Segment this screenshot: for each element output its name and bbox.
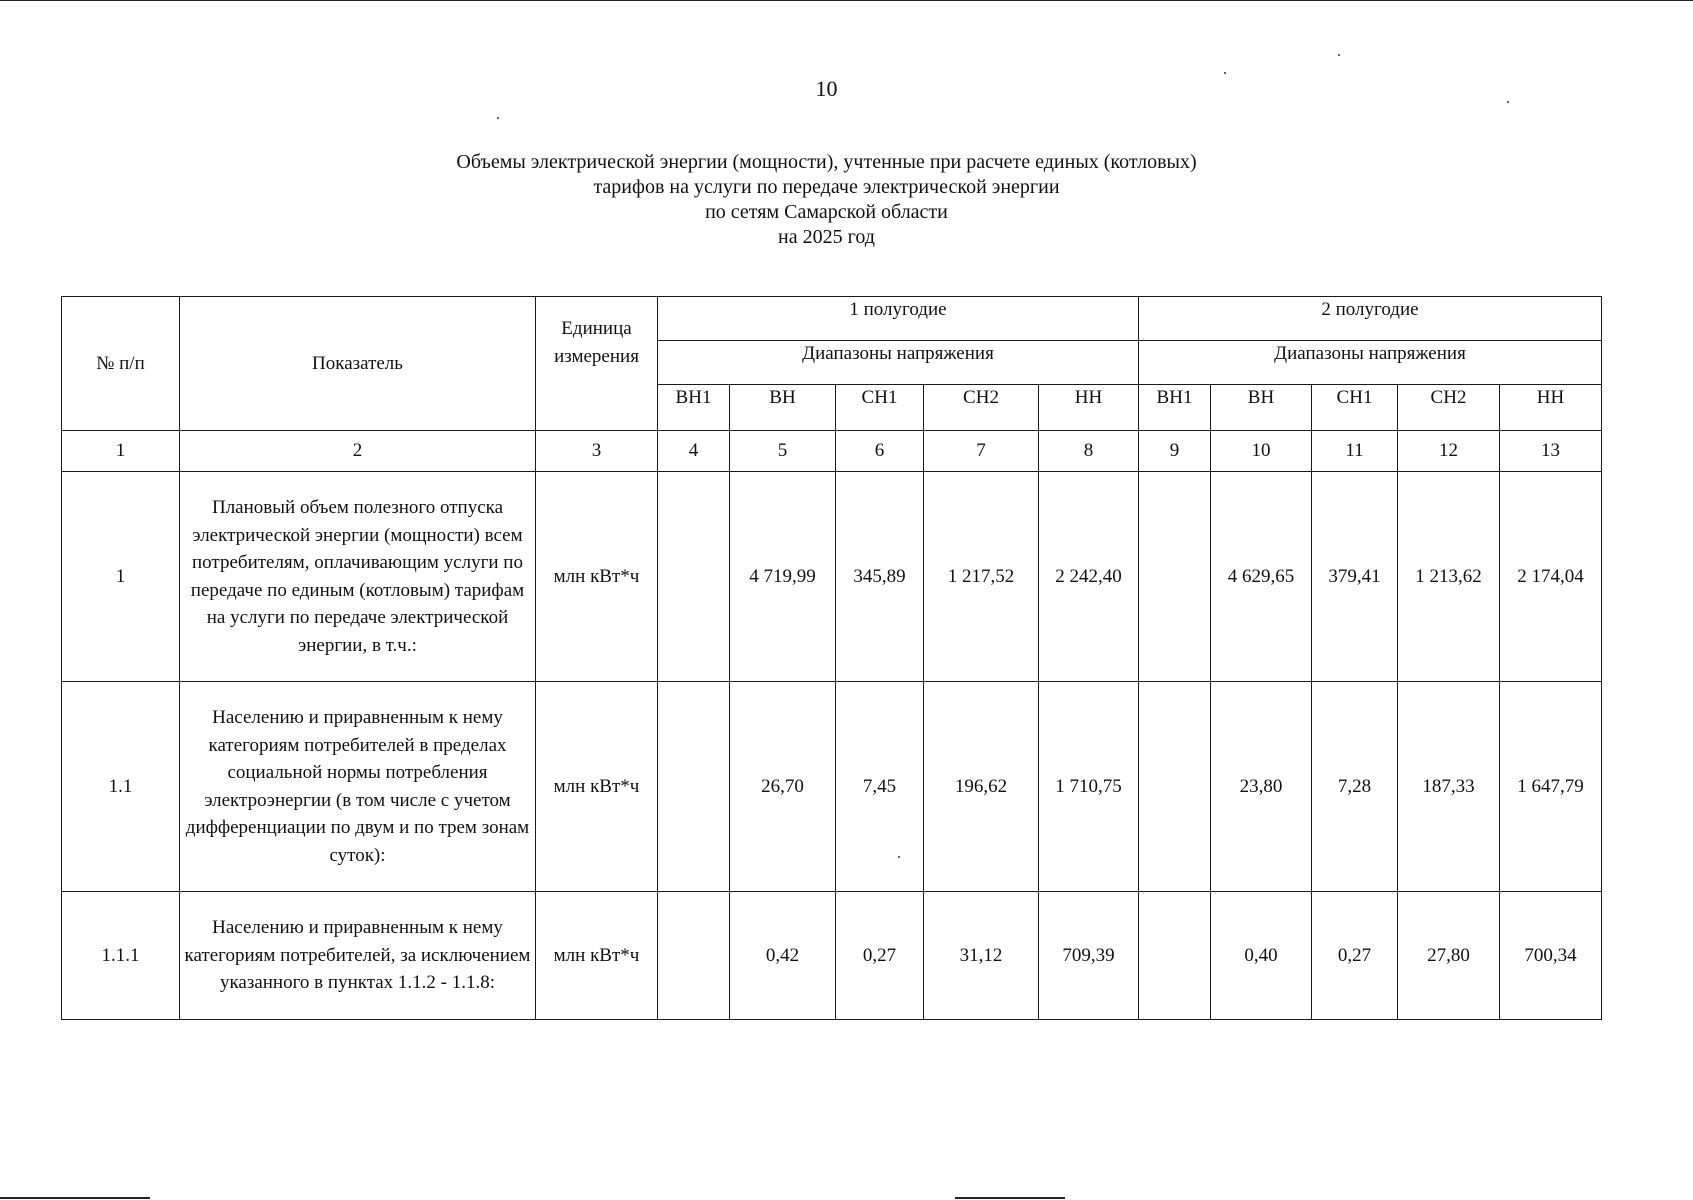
header-row — [62, 297, 1602, 341]
header-level-sn2: СН2 — [924, 385, 1039, 431]
column-number: 13 — [1500, 431, 1602, 472]
header-unit: Единица измерения — [536, 297, 658, 431]
header-level-vn: ВН — [730, 385, 836, 431]
title-line: по сетям Самарской области — [705, 201, 948, 223]
row-code: 1.1.1 — [62, 892, 180, 1020]
row-unit: млн кВт*ч — [536, 472, 658, 682]
row-unit: млн кВт*ч — [536, 682, 658, 892]
value-cell: 2 174,04 — [1500, 472, 1602, 682]
column-number: 7 — [924, 431, 1039, 472]
value-cell: 23,80 — [1211, 682, 1312, 892]
page-number: 10 — [815, 76, 838, 101]
title-line: тарифов на услуги по передаче электрической энергии — [593, 176, 1060, 198]
column-number: 5 — [730, 431, 836, 472]
value-cell: 196,62 — [924, 682, 1039, 892]
document-title — [0, 150, 1653, 250]
header-half-1: 1 полугодие — [658, 297, 1139, 341]
scan-edge-bottom-left — [0, 1197, 150, 1199]
row-indicator: Населению и приравненным к нему категориям потребителей, за исключением указанного в пунктах 1.1.2 - 1.1.8: — [180, 892, 536, 1020]
value-cell: 7,45 — [836, 682, 924, 892]
energy-volumes-table — [61, 296, 1602, 1020]
column-number: 6 — [836, 431, 924, 472]
scan-edge-top — [0, 0, 1693, 1]
value-cell — [658, 472, 730, 682]
value-cell: 4 719,99 — [730, 472, 836, 682]
table-row — [62, 892, 1602, 1020]
row-indicator: Населению и приравненным к нему категориям потребителей в пределах социальной нормы потребления электроэнергии (в том числе с учетом дифференциации по двум и по трем зонам суток): — [180, 682, 536, 892]
header-level-vn1: ВН1 — [1139, 385, 1211, 431]
value-cell: 1 710,75 — [1039, 682, 1139, 892]
table-row — [62, 682, 1602, 892]
value-cell: 0,27 — [1312, 892, 1398, 1020]
value-cell: 187,33 — [1398, 682, 1500, 892]
header-ranges-half-2: Диапазоны напряжения — [1139, 341, 1602, 385]
header-number: № п/п — [62, 297, 180, 431]
value-cell: 379,41 — [1312, 472, 1398, 682]
header-indicator: Показатель — [180, 297, 536, 431]
column-number: 9 — [1139, 431, 1211, 472]
scan-speck — [1224, 72, 1226, 74]
column-number: 12 — [1398, 431, 1500, 472]
column-number: 1 — [62, 431, 180, 472]
scan-speck — [1338, 54, 1340, 56]
header-level-nn: НН — [1500, 385, 1602, 431]
value-cell: 7,28 — [1312, 682, 1398, 892]
value-cell: 0,27 — [836, 892, 924, 1020]
header-half-2: 2 полугодие — [1139, 297, 1602, 341]
value-cell: 1 647,79 — [1500, 682, 1602, 892]
value-cell — [1139, 472, 1211, 682]
value-cell: 2 242,40 — [1039, 472, 1139, 682]
value-cell: 345,89 — [836, 472, 924, 682]
column-number: 4 — [658, 431, 730, 472]
table-row — [62, 472, 1602, 682]
value-cell: 700,34 — [1500, 892, 1602, 1020]
value-cell: 0,40 — [1211, 892, 1312, 1020]
row-code: 1 — [62, 472, 180, 682]
row-unit: млн кВт*ч — [536, 892, 658, 1020]
header-level-vn: ВН — [1211, 385, 1312, 431]
row-indicator: Плановый объем полезного отпуска электрической энергии (мощности) всем потребителям, оплачивающим услуги по передаче по единым (котловым) тарифам на услуги по передаче электрической энергии, в т.ч.: — [180, 472, 536, 682]
title-line: на 2025 год — [778, 226, 875, 248]
header-level-sn1: СН1 — [1312, 385, 1398, 431]
column-number: 3 — [536, 431, 658, 472]
column-number: 10 — [1211, 431, 1312, 472]
value-cell: 0,42 — [730, 892, 836, 1020]
column-number: 8 — [1039, 431, 1139, 472]
value-cell — [1139, 682, 1211, 892]
row-code: 1.1 — [62, 682, 180, 892]
value-cell: 1 217,52 — [924, 472, 1039, 682]
value-cell: 1 213,62 — [1398, 472, 1500, 682]
value-cell — [1139, 892, 1211, 1020]
header-ranges-half-1: Диапазоны напряжения — [658, 341, 1139, 385]
value-cell: 709,39 — [1039, 892, 1139, 1020]
scan-speck — [497, 117, 499, 119]
value-cell: 26,70 — [730, 682, 836, 892]
value-cell: 31,12 — [924, 892, 1039, 1020]
column-number-row — [62, 431, 1602, 472]
value-cell — [658, 682, 730, 892]
value-cell — [658, 892, 730, 1020]
column-number: 11 — [1312, 431, 1398, 472]
value-cell: 27,80 — [1398, 892, 1500, 1020]
value-cell: 4 629,65 — [1211, 472, 1312, 682]
header-level-nn: НН — [1039, 385, 1139, 431]
title-line: Объемы электрической энергии (мощности), учтенные при расчете единых (котловых) — [456, 151, 1197, 173]
column-number: 2 — [180, 431, 536, 472]
header-level-sn2: СН2 — [1398, 385, 1500, 431]
header-level-vn1: ВН1 — [658, 385, 730, 431]
scan-edge-bottom-mid — [955, 1197, 1065, 1199]
header-level-sn1: СН1 — [836, 385, 924, 431]
